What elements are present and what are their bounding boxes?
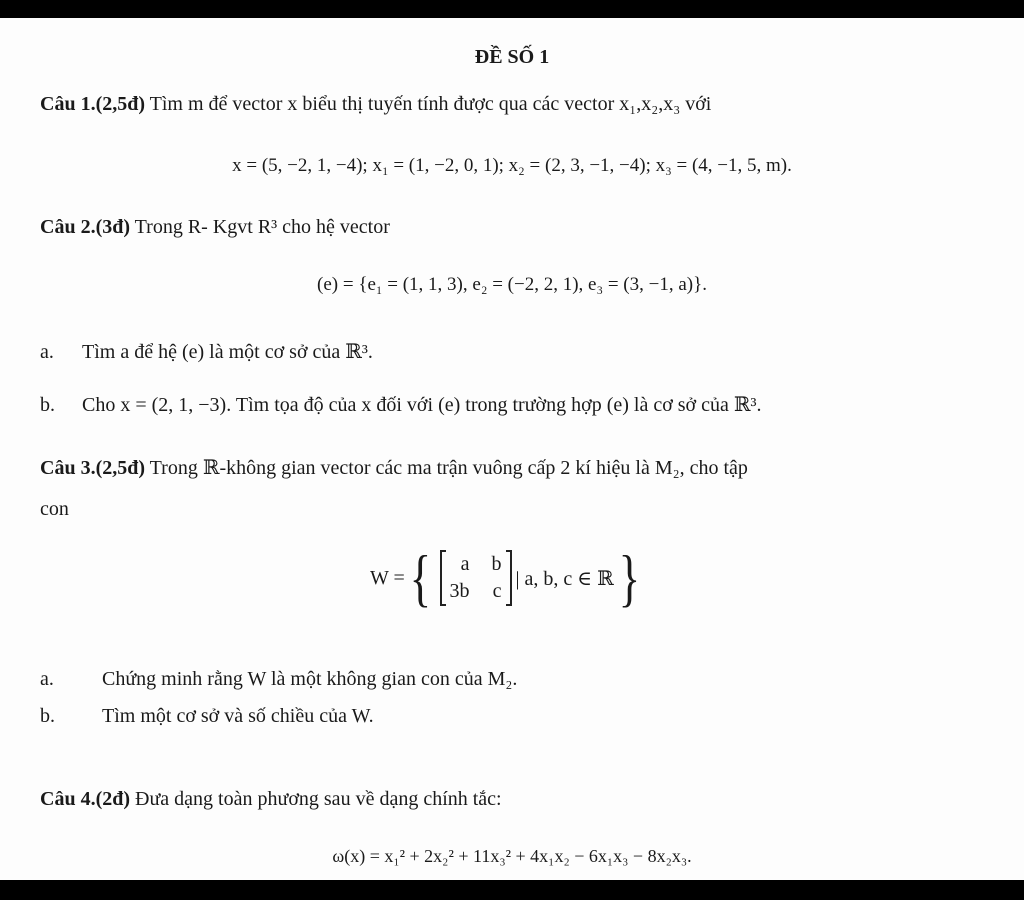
formula-lhs: W = xyxy=(370,566,405,589)
item-text: Chứng minh rằng W là một không gian con của M₂. xyxy=(102,668,518,690)
question-2-item-b xyxy=(40,392,762,417)
item-text: Tìm a để hệ (e) là một cơ sở của ℝ³. xyxy=(82,341,373,363)
item-text: Tìm một cơ sở và số chiều của W. xyxy=(102,705,374,727)
question-3-formula xyxy=(370,542,644,613)
question-3-label: Câu 3.(2,5đ) xyxy=(40,457,146,479)
question-3-item-b xyxy=(40,705,374,728)
question-3-item-a xyxy=(40,668,517,691)
exam-title: ĐỀ SỐ 1 xyxy=(474,46,550,68)
question-2-item-a xyxy=(40,339,373,364)
question-1-formula: x = (5, −2, 1, −4); x₁ = (1, −2, 0, 1); x₂ = (2, 3, −1, −4); x₃ = (4, −1, 5, m). xyxy=(232,155,792,176)
right-brace: } xyxy=(618,542,640,613)
question-3-text: Trong ℝ-không gian vector các ma trận vuông cấp 2 kí hiệu là M₂, cho tập xyxy=(145,457,748,479)
left-brace: { xyxy=(409,542,431,613)
question-1-vectors: x₁,x₂,x₃ xyxy=(619,93,681,115)
matrix-cell: 3b xyxy=(449,580,470,602)
matrix-cell: a xyxy=(460,553,470,575)
question-4-label: Câu 4.(2đ) xyxy=(40,788,131,810)
matrix xyxy=(440,551,512,605)
item-label: a. xyxy=(40,668,54,690)
question-1-label: Câu 1.(2,5đ) xyxy=(40,93,146,115)
item-label: a. xyxy=(40,341,54,363)
item-text: Cho x = (2, 1, −3). Tìm tọa độ của x đối với (e) trong trường hợp (e) là cơ sở của ℝ³. xyxy=(82,394,762,416)
question-3-text-cont: con xyxy=(40,498,69,520)
question-3 xyxy=(40,455,748,480)
question-4-text: Đưa dạng toàn phương sau về dạng chính tắc: xyxy=(130,788,502,810)
question-4 xyxy=(40,788,502,811)
question-2-label: Câu 2.(3đ) xyxy=(40,216,131,238)
item-label: b. xyxy=(40,705,55,727)
question-1-suffix: với xyxy=(680,93,712,115)
question-1 xyxy=(40,93,711,116)
question-2-text: Trong R- Kgvt R³ cho hệ vector xyxy=(130,216,390,238)
question-1-text: Tìm m để vector x biểu thị tuyến tính được qua các vector xyxy=(145,93,620,115)
question-2 xyxy=(40,216,390,239)
item-label: b. xyxy=(40,394,55,416)
question-4-formula: ω(x) = x₁² + 2x₂² + 11x₃² + 4x₁x₂ − 6x₁x₃ − 8x₂x₃. xyxy=(332,846,692,866)
exam-page xyxy=(0,18,1024,880)
matrix-cell: b xyxy=(491,553,502,575)
formula-condition: | a, b, c ∈ ℝ xyxy=(515,567,614,590)
matrix-cell: c xyxy=(492,580,502,602)
question-2-formula: (e) = {e₁ = (1, 1, 3), e₂ = (−2, 2, 1), e₃ = (3, −1, a)}. xyxy=(317,274,707,295)
